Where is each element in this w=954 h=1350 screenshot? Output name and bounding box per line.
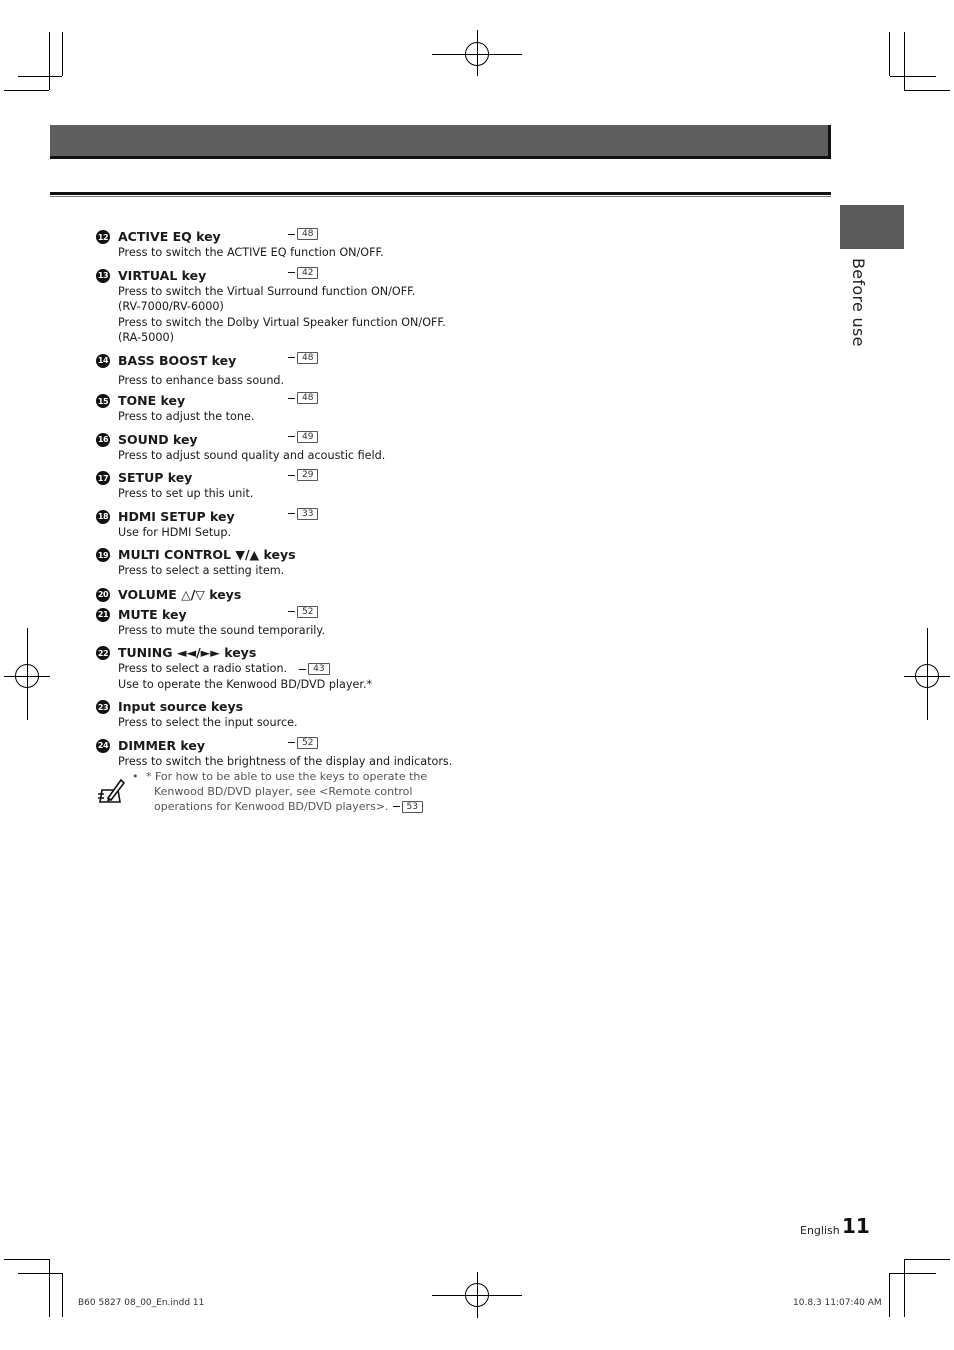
page-ref: 48 (288, 392, 318, 404)
item-desc: Press to switch the ACTIVE EQ function ON/OFF. (118, 246, 384, 259)
item-desc: Press to select a setting item. (118, 564, 285, 577)
item-title: HDMI SETUP key 33 (118, 508, 516, 525)
note-line: Kenwood BD/DVD player, see <Remote control (154, 784, 413, 798)
item-number-badge: 24 (96, 739, 110, 753)
arrow-icon (288, 475, 295, 476)
page-ref: 42 (288, 267, 318, 279)
item-desc: Use to operate the Kenwood BD/DVD player.* (118, 677, 373, 691)
item-desc: Press to select a radio station. 43 (118, 661, 516, 677)
list-item (96, 508, 516, 541)
arrow-icon (288, 611, 295, 612)
list-item (96, 698, 516, 731)
list-item (96, 586, 516, 603)
list-item (96, 392, 516, 425)
item-title: BASS BOOST key 48 (118, 352, 516, 369)
item-number-badge: 12 (96, 230, 110, 244)
list-item (96, 431, 516, 464)
item-desc: Press to set up this unit. (118, 487, 254, 500)
list-item (96, 267, 516, 346)
footer-language: English (800, 1224, 840, 1237)
item-number-badge: 14 (96, 354, 110, 368)
slug-timestamp: 10.8.3 11:07:40 AM (793, 1298, 882, 1308)
list-item (96, 228, 516, 261)
item-desc: Press to select the input source. (118, 716, 298, 729)
item-number-badge: 13 (96, 269, 110, 283)
item-title: ACTIVE EQ key 48 (118, 228, 516, 245)
section-rule (50, 192, 831, 195)
item-desc: Use for HDMI Setup. (118, 525, 232, 539)
item-number-badge: 22 (96, 646, 110, 660)
item-number-badge: 23 (96, 700, 110, 714)
slug-file-name: B60 5827 08_00_En.indd 11 (78, 1298, 205, 1308)
list-item (96, 546, 516, 579)
item-desc: Press to switch the Virtual Surround function ON/OFF. (118, 284, 416, 298)
item-number-badge: 21 (96, 608, 110, 622)
note-bullet: • (132, 770, 139, 783)
side-tab-marker (840, 205, 904, 249)
arrow-icon (288, 398, 295, 399)
item-number-badge: 15 (96, 394, 110, 408)
item-desc: Press to adjust sound quality and acoustic field. (118, 448, 386, 462)
item-title: VOLUME △/▽ keys (118, 586, 242, 602)
note-line: * For how to be able to use the keys to operate the (146, 770, 428, 783)
list-item (96, 737, 516, 770)
item-desc: (RV-7000/RV-6000) (118, 300, 224, 313)
item-title: VIRTUAL key 42 (118, 267, 516, 284)
page-ref: 29 (288, 469, 318, 481)
arrow-icon (393, 806, 400, 807)
section-rule-thin (50, 196, 831, 197)
key-description-list (96, 228, 516, 769)
side-tab-label: Before use (849, 258, 868, 347)
page-number: 11 (842, 1214, 870, 1238)
item-title: TUNING ◄◄/►► keys (118, 645, 257, 660)
item-desc: Press to enhance bass sound. (118, 373, 285, 387)
page-ref: 52 (288, 606, 318, 618)
page-ref: 53 (393, 801, 423, 813)
item-number-badge: 19 (96, 548, 110, 562)
item-title: MUTE key 52 (118, 606, 516, 623)
item-title: SETUP key 29 (118, 469, 516, 486)
arrow-icon (288, 272, 295, 273)
note-pencil-icon (96, 776, 126, 806)
list-item (96, 352, 516, 389)
arrow-icon (288, 436, 295, 437)
item-title: MULTI CONTROL ▼/▲ keys (118, 547, 296, 562)
item-number-badge: 16 (96, 433, 110, 447)
page-ref: 48 (288, 228, 318, 240)
item-desc: Press to adjust the tone. (118, 410, 255, 423)
page-ref: 33 (288, 508, 318, 520)
item-title: TONE key 48 (118, 392, 516, 409)
note-line: operations for Kenwood BD/DVD players>. 53 (146, 800, 456, 815)
list-item (96, 606, 516, 639)
list-item (96, 469, 516, 502)
page-ref: 43 (299, 663, 329, 675)
arrow-icon (288, 742, 295, 743)
note-text (146, 770, 456, 814)
item-number-badge: 20 (96, 588, 110, 602)
arrow-icon (288, 513, 295, 514)
arrow-icon (299, 669, 306, 670)
page-ref: 52 (288, 737, 318, 749)
page-ref: 49 (288, 431, 318, 443)
item-title: Input source keys (118, 699, 244, 714)
page-ref: 48 (288, 352, 318, 364)
item-title: DIMMER key 52 (118, 737, 516, 754)
item-number-badge: 18 (96, 510, 110, 524)
section-header-bar (50, 125, 831, 159)
arrow-icon (288, 357, 295, 358)
item-desc: (RA-5000) (118, 331, 174, 344)
list-item (96, 644, 516, 692)
item-title: SOUND key 49 (118, 431, 516, 448)
arrow-icon (288, 234, 295, 235)
item-desc: Press to mute the sound temporarily. (118, 623, 325, 637)
item-desc: Press to switch the brightness of the display and indicators. (118, 754, 453, 768)
item-number-badge: 17 (96, 471, 110, 485)
note-box (96, 770, 476, 820)
item-desc: Press to switch the Dolby Virtual Speaker function ON/OFF. (118, 315, 446, 329)
